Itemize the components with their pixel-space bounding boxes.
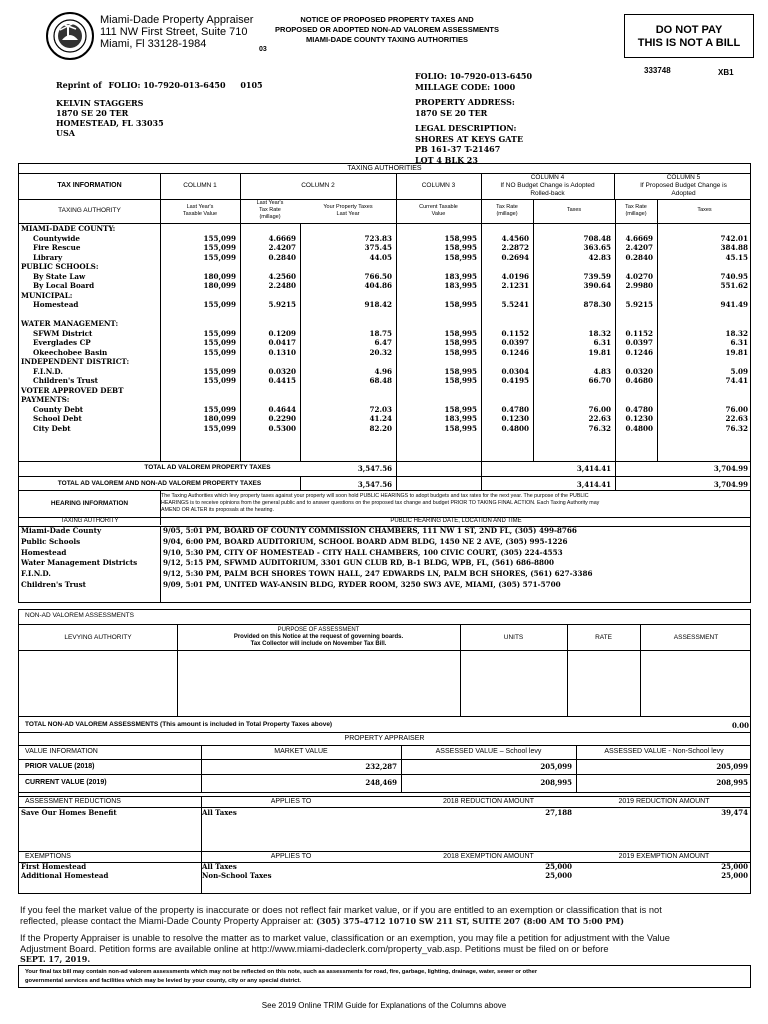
legal-line: LOT 4 BLK 23 [415,154,478,165]
total-all-col4: 3,414.41 [576,480,611,489]
owner-line: HOMESTEAD, FL 33035 [56,118,164,128]
total-adv-col2: 3,547.56 [357,464,392,473]
lyr-2: Tax Rate [259,207,281,213]
tax-row-col1: 155,099 [203,328,236,338]
tax-row-col2-taxes: 723.83 [364,233,392,243]
pa-red-2019-header: 2019 REDUCTION AMOUNT [618,798,710,805]
tax-row-col2-rate: 4.2560 [268,271,296,281]
footer-p1b: reflected, please contact the Miami-Dade County Property Appraiser at: [20,915,314,926]
tax-row-col4-rate: 5.5241 [501,300,529,309]
tax-row-col3: 158,995 [444,423,477,433]
lyr-1: Last Year's [256,200,284,206]
hearing-authority: Miami-Dade County [21,526,102,535]
tax-row-col4-taxes: 6.31 [593,338,611,347]
tax-row-col5-rate: 2.4207 [625,243,653,252]
exemption-row [19,862,750,871]
tax-row-col4-rate: 0.4800 [501,423,529,433]
ctv-2: Value [431,211,446,217]
tax-row-col2-rate: 0.0320 [268,366,296,376]
tax-row-col1: 155,099 [203,366,236,376]
tax-row-col4-rate: 0.1230 [501,414,529,423]
tax-row-col1: 155,099 [203,376,236,385]
tax-row-col5-taxes: 18.32 [725,328,748,338]
tax-group-heading: MIAMI-DADE COUNTY: [21,224,116,233]
footer-note2: governmental services and facilities which may be levied by your county, city or any special district. [25,978,301,984]
owner-line: KELVIN STAGGERS [56,98,144,108]
ex-2018: 25,000 [545,862,572,871]
pa-red-name: Save Our Homes Benefit [21,808,117,817]
tax-row-col1: 155,099 [203,300,236,309]
total-all-col2: 3,547.56 [357,480,392,489]
notice-title3: MIAMI-DADE COUNTY TAXING AUTHORITIES [306,35,468,44]
tax-row-col4-taxes: 390.64 [583,281,611,290]
hearing-text3: AMEND OR ALTER its proposals at the hearing. [161,507,274,513]
tax-row-col4-taxes: 76.00 [588,404,611,414]
tax-row-name: F.I.N.D. [33,366,63,376]
tax-row-col2-taxes: 766.50 [364,271,392,281]
tax-row-col2-taxes: 918.42 [364,300,392,309]
tax-row-col4-taxes: 363.65 [583,243,611,252]
do-not-pay-box [624,14,754,58]
tax-row-col4-taxes: 19.81 [588,347,611,357]
tax-row-col1: 180,099 [203,271,236,281]
tax-row-name: SFWM District [33,328,93,338]
col5-header: COLUMN 5 [666,174,701,181]
tax-row-col3: 158,995 [444,338,477,347]
tax-row-col2-rate: 0.1310 [268,347,296,357]
hearing-label: HEARING INFORMATION [19,491,161,517]
pa-red-2018-header: 2018 REDUCTION AMOUNT [442,798,535,805]
legal-line: PB 161-37 T-21467 [415,144,501,154]
tax-row-col2-taxes: 20.32 [369,347,392,357]
pa-market: MARKET VALUE [274,748,328,755]
reprint-label: Reprint of [56,80,102,90]
tax-row-name: County Debt [33,404,84,414]
tax-row-col5-taxes: 6.31 [730,338,748,347]
millage-code: MILLAGE CODE: 1000 [415,81,516,92]
ex-name: Additional Homestead [21,871,109,880]
pa-red-applies: All Taxes [202,808,237,817]
tax-row-col3: 183,995 [444,414,477,423]
tax-row-name: Everglades CP [33,338,91,347]
tr4-1: Tax Rate [496,204,518,210]
tax-row-col2-taxes: 375.45 [364,243,392,252]
tax-row-col3: 158,995 [444,243,477,252]
tax-row-col5-rate: 0.1246 [625,347,653,357]
authority-header: TAXING AUTHORITY [19,199,161,223]
hearing-info: 9/10, 5:30 PM, CITY OF HOMESTEAD - CITY HALL CHAMBERS, 100 CIVIC COURT, (305) 224-4553 [163,547,563,557]
tax-row-col1: 155,099 [203,252,236,262]
appraiser-name: Miami-Dade Property Appraiser [100,14,254,26]
tax-row-col4-rate: 2.2872 [501,243,529,252]
property-address: 1870 SE 20 TER [415,107,488,118]
tr5-2: (millage) [625,211,647,217]
tax-row-col4-rate: 4.4560 [501,233,529,243]
tax-row-col5-rate: 2.9980 [625,281,653,290]
tax-row-col4-rate: 0.2694 [501,252,529,262]
appraiser-address2: Miami, Fl 33128-1984 [100,38,207,50]
ex-2019: 25,000 [721,871,748,880]
hearing-info: 9/12, 5:30 PM, PALM BCH SHORES TOWN HALL, 247 EDWARDS LN, PALM BCH SHORES, (561) 627-3386 [163,569,593,579]
hearing-info: 9/12, 5:15 PM, SFWMD AUDITORIUM, 3301 GUN CLUB RD, B-1 BLDG, WPB, FL, (561) 686-8800 [163,558,554,568]
lyt-1: Your Property Taxes [323,204,373,210]
nonad-assessment: ASSESSMENT [673,634,719,641]
tax-row-col2-rate: 2.4207 [268,243,296,252]
nonad-title: NON-AD VALOREM ASSESSMENTS [25,612,134,619]
tax-row-name: By State Law [33,271,86,281]
tax-row-col4-taxes: 42.83 [588,252,611,262]
tax-row-col5-taxes: 45.15 [725,252,748,262]
tax-row-col2-taxes: 72.03 [369,404,392,414]
ex-2018: 25,000 [545,871,572,880]
taxing-title: TAXING AUTHORITIES [19,164,750,174]
pa-title: PROPERTY APPRAISER [19,733,750,746]
legal-label: LEGAL DESCRIPTION: [415,123,517,133]
tax-row-col4-rate: 0.1246 [501,347,529,357]
tax-row-col2-rate: 0.4415 [268,376,296,385]
tax-row-col4-taxes: 739.59 [583,271,611,281]
tax-group-heading: VOTER APPROVED DEBT [21,385,124,395]
col5-sub1: If Proposed Budget Change is [640,182,727,189]
notice-code: 03 [259,46,267,53]
tax-row-col1: 180,099 [203,414,236,423]
non-ad-valorem-section [18,609,751,733]
pa-reductions-label: ASSESSMENT REDUCTIONS [25,798,121,805]
tax-group-heading: PAYMENTS: [21,395,70,404]
tax-row-col5-taxes: 551.62 [720,281,748,290]
hearing-info: 9/05, 5:01 PM, BOARD OF COUNTY COMMISSION CHAMBERS, 111 NW 1 ST, 2ND FL, (305) 499-8766 [163,526,577,535]
tax-row-col5-taxes: 384.88 [720,243,748,252]
tax-row-col2-taxes: 68.48 [369,376,392,385]
nonad-total-value: 0.00 [731,721,749,730]
property-folio: FOLIO: 10-7920-013-6450 [415,71,533,81]
pa-ex-2018-header: 2018 EXEMPTION AMOUNT [443,853,534,860]
tr5-1: Tax Rate [625,204,647,210]
col4-header: COLUMN 4 [530,174,565,181]
tax-row-name: By Local Board [33,281,95,290]
ex-applies: Non-School Taxes [202,871,272,880]
lyv-2: Taxable Value [182,211,218,217]
tax-row-col2-rate: 4.6669 [268,233,296,243]
footer-contact: (305) 375-4712 10710 SW 211 ST, SUITE 207 (8:00 AM TO 5:00 PM) [316,915,624,926]
tax-row-name: Homestead [33,300,79,309]
tax-row-name: Children's Trust [33,376,98,385]
tax-row-col5-taxes: 740.95 [720,271,748,281]
total-adv-label: TOTAL AD VALOREM PROPERTY TAXES [144,464,271,471]
tax-row-col5-rate: 5.9215 [625,300,653,309]
tax-row-name: City Debt [33,423,71,433]
tax-row-col3: 158,995 [444,366,477,376]
pa-current-school: 208,995 [540,778,572,787]
tax-row-col2-rate: 2.2480 [268,281,296,290]
tr4-2: (millage) [496,211,518,217]
tax-row-col5-taxes: 76.00 [725,404,748,414]
tax-row-col1: 155,099 [203,404,236,414]
hearing-info: 9/09, 5:01 PM, UNITED WAY-ANSIN BLDG, RYDER ROOM, 3250 SW3 AVE, MIAMI, (305) 571-5700 [163,580,561,589]
taxing-body [19,223,750,462]
pa-current-nonschool: 208,995 [716,778,748,787]
tax-row-name: Countywide [33,233,80,243]
hearing-col-authority: TAXING AUTHORITY [19,518,161,525]
tax-group-heading: WATER MANAGEMENT: [21,319,119,328]
tax-info-header: TAX INFORMATION [19,173,161,199]
pa-applies-to: APPLIES TO [270,798,312,805]
tax-row-name: Fire Rescue [33,243,81,252]
nonad-purpose: PURPOSE OF ASSESSMENT [277,627,360,633]
tax-row-col4-taxes: 66.70 [588,376,611,385]
tax-row-col4-taxes: 76.32 [588,423,611,433]
notice-title1: NOTICE OF PROPOSED PROPERTY TAXES AND [300,15,474,24]
county-seal [46,12,94,60]
nonad-purpose-sub2: Tax Collector will include on November Tax Bill. [250,641,387,647]
tax-row-col2-rate: 0.2290 [268,414,296,423]
tax-row-col5-rate: 0.0397 [625,338,653,347]
taxes4-header: Taxes [566,207,582,213]
tax-row-col2-rate: 0.0417 [268,338,296,347]
tax-row-name: Okeechobee Basin [33,347,108,357]
hearing-authority: Public Schools [21,536,81,546]
tax-row-col4-taxes: 708.48 [583,233,611,243]
tax-row-col3: 158,995 [444,233,477,243]
owner-line: 1870 SE 20 TER [56,108,129,118]
pa-prior-market: 232,287 [365,762,397,771]
tax-row-col2-taxes: 82.20 [369,423,392,433]
tax-row-col5-taxes: 742.01 [720,233,748,243]
tax-row-col4-rate: 4.0196 [501,271,529,281]
tax-row-col3: 158,995 [444,376,477,385]
property-appraiser-section [18,733,751,894]
do-not-pay-line1: DO NOT PAY [655,24,723,36]
tax-row-col1: 155,099 [203,243,236,252]
pa-exemptions-label: EXEMPTIONS [25,853,71,860]
reference-number: 333748 [644,66,671,75]
tax-row-col5-rate: 0.2840 [625,252,653,262]
tax-row-col4-taxes: 878.30 [583,300,611,309]
reference-code: XB1 [718,68,734,77]
tax-row-col3: 183,995 [444,281,477,290]
pa-value-info: VALUE INFORMATION [25,748,98,755]
tax-row-col4-taxes: 22.63 [588,414,611,423]
hearing-authority: Homestead [21,547,67,557]
tax-row-col5-taxes: 22.63 [725,414,748,423]
col3-header: COLUMN 3 [396,173,482,199]
col2-header: COLUMN 2 [240,173,397,199]
tax-row-col3: 158,995 [444,347,477,357]
tax-row-col4-taxes: 4.83 [593,366,611,376]
nonad-total-label: TOTAL NON-AD VALOREM ASSESSMENTS (This amount is included in Total Property Taxes above) [25,721,333,728]
reprint-folio: FOLIO: 10-7920-013-6450 [108,80,226,90]
col4-sub2: Rolled-back [530,190,565,197]
tax-row-col5-taxes: 19.81 [725,347,748,357]
ex-name: First Homestead [21,862,87,871]
footer-p1a: If you feel the market value of the property is inaccurate or does not reflect fair market value, or if you are entitled to an exemption or classification that is not [20,905,662,915]
tax-row-col5-rate: 0.1152 [625,328,653,338]
tax-row-col5-taxes: 76.32 [725,423,748,433]
tax-row-col5-rate: 0.4800 [625,423,653,433]
tax-row-col2-rate: 0.5300 [268,423,296,433]
pa-red-2019: 39,474 [721,808,748,817]
tax-row-col4-rate: 0.0304 [501,366,529,376]
tax-row-col5-rate: 0.0320 [625,366,653,376]
tax-row-col1: 180,099 [203,281,236,290]
tax-group-heading: INDEPENDENT DISTRICT: [21,357,130,366]
tax-row-col3: 158,995 [444,328,477,338]
tax-row-col3: 158,995 [444,300,477,309]
ex-2019: 25,000 [721,862,748,871]
tax-row-col5-rate: 0.4780 [625,404,653,414]
tax-row-col4-rate: 0.4780 [501,404,529,414]
footer-bottom: See 2019 Online TRIM Guide for Explanations of the Columns above [261,1001,507,1010]
pa-ex-2019-header: 2019 EXEMPTION AMOUNT [618,853,710,860]
taxing-authorities-table [18,163,751,491]
hearing-body [19,526,750,602]
total-all-label: TOTAL AD VALOREM AND NON-AD VALOREM PROPERTY TAXES [57,480,262,487]
tax-row-col3: 183,995 [444,271,477,281]
lyv-1: Last Year's [186,204,214,210]
nonad-purpose-sub1: Provided on this Notice at the request of governing boards. [233,634,404,640]
tax-row-name: Library [33,252,63,262]
tax-row-col4-rate: 2.1231 [501,281,529,290]
pa-prior-label: PRIOR VALUE (2018) [25,763,95,770]
notice-title2: PROPOSED OR ADOPTED NON-AD VALOREM ASSESSMENTS [275,25,499,34]
tax-row-col2-taxes: 4.96 [374,366,392,376]
hearing-section [18,491,751,603]
pa-applies-to2: APPLIES TO [270,853,312,860]
taxes5-header: Taxes [697,207,712,213]
footer-deadline: SEPT. 17, 2019. [20,954,91,964]
tax-row-col3: 158,995 [444,404,477,414]
nonad-levying: LEVYING AUTHORITY [64,634,132,641]
tax-row-col5-rate: 4.0270 [625,271,653,281]
hearing-authority: Water Management Districts [21,558,138,568]
tax-row-col2-taxes: 404.86 [364,281,392,290]
appraiser-address1: 111 NW First Street, Suite 710 [100,26,248,38]
tax-row-col2-taxes: 41.24 [369,414,392,423]
pa-current-label: CURRENT VALUE (2019) [25,779,107,786]
footer-p2b: Adjustment Board. Petition forms are available online at http://www.miami-dadeclerk.com/property_vab.asp. Petitions must be filed on or before [20,943,609,954]
col1-header: COLUMN 1 [160,173,241,199]
lyr-3: (millage) [259,214,281,220]
ctv-1: Current Taxable [419,204,458,210]
hearing-text2: HEARINGS is to receive opinions from the general public and to answer questions on the proposed tax change and budget PRIOR TO TAKING FINAL ACTION. Each Taxing Authority may [161,500,600,506]
total-adv-col5: 3,704.99 [713,464,748,473]
tax-group-heading: PUBLIC SCHOOLS: [21,262,99,271]
tax-row-col2-taxes: 18.75 [369,328,392,338]
tax-row-col1: 155,099 [203,423,236,433]
tax-row-col4-taxes: 18.32 [588,328,611,338]
tax-row-col2-rate: 5.9215 [268,300,296,309]
exemption-row [19,871,750,880]
footer-note-box [18,965,751,988]
tax-row-col2-rate: 0.2840 [268,252,296,262]
total-adv-col4: 3,414.41 [576,464,611,473]
nonad-rate: RATE [595,634,612,641]
total-all-col5: 3,704.99 [713,480,748,489]
tax-row-col4-rate: 0.4195 [501,376,529,385]
tax-row-col5-taxes: 941.49 [720,300,748,309]
hearing-authority: Children's Trust [21,580,86,589]
tax-row-col1: 155,099 [203,338,236,347]
tax-group-heading: MUNICIPAL: [21,290,73,300]
tax-row-col4-rate: 0.1152 [501,328,529,338]
nonad-units: UNITS [503,634,524,641]
footer-note1: Your final tax bill may contain non-ad valorem assessments which may not be reflected on this note, such as assessments for road, fire, garbage, lighting, drainage, water, sewer or other [25,969,538,975]
tax-row-col1: 155,099 [203,347,236,357]
tax-row-col3: 158,995 [444,252,477,262]
pa-prior-school: 205,099 [540,762,572,771]
hearing-info: 9/04, 6:00 PM, BOARD AUDITORIUM, SCHOOL BOARD ADM BLDG, 1450 NE 2 AVE, (305) 995-1226 [163,536,568,546]
tax-row-col2-taxes: 44.05 [369,252,392,262]
tax-row-col2-taxes: 6.47 [374,338,392,347]
pa-nonschool: ASSESSED VALUE - Non-School levy [604,748,724,755]
tax-row-col4-rate: 0.0397 [501,338,529,347]
legal-line: SHORES AT KEYS GATE [415,133,524,144]
tax-row-col5-taxes: 5.09 [730,366,748,376]
tax-row-col5-rate: 4.6669 [625,233,653,243]
tax-row-col5-rate: 0.4680 [625,376,653,385]
tax-row-col5-rate: 0.1230 [625,414,653,423]
tax-row-col2-rate: 0.1209 [268,328,296,338]
hearing-text1: The Taxing Authorities which levy property taxes against your property will soon hold PUBLIC HEARINGS to adopt budgets and tax rates for the next year. The purpose of the PUBLIC [161,493,589,499]
tax-row-name: School Debt [33,414,82,423]
lyt-2: Last Year [336,211,360,217]
property-address-label: PROPERTY ADDRESS: [415,97,515,107]
owner-line: USA [56,128,75,138]
tax-row-col5-taxes: 74.41 [725,376,748,385]
pa-school: ASSESSED VALUE – School levy [435,748,542,755]
pa-red-2018: 27,188 [545,808,572,817]
pa-prior-nonschool: 205,099 [716,762,748,771]
footer-p2a: If the Property Appraiser is unable to resolve the matter as to market value, classification or an exemption, you may file a petition for adjustment with the Value [20,933,670,943]
ex-applies: All Taxes [202,862,237,871]
tax-row-col2-rate: 0.4644 [268,404,296,414]
col4-sub1: If NO Budget Change is Adopted [500,182,595,189]
tax-row-col1: 155,099 [203,233,236,243]
reprint-suffix: 0105 [240,80,263,90]
hearing-col-info: PUBLIC HEARING DATE, LOCATION AND TIME [390,518,522,524]
pa-current-market: 248,469 [365,778,397,787]
hearing-authority: F.I.N.D. [21,569,51,579]
col5-sub2: Adopted [671,190,696,197]
do-not-pay-line2: THIS IS NOT A BILL [637,37,741,49]
